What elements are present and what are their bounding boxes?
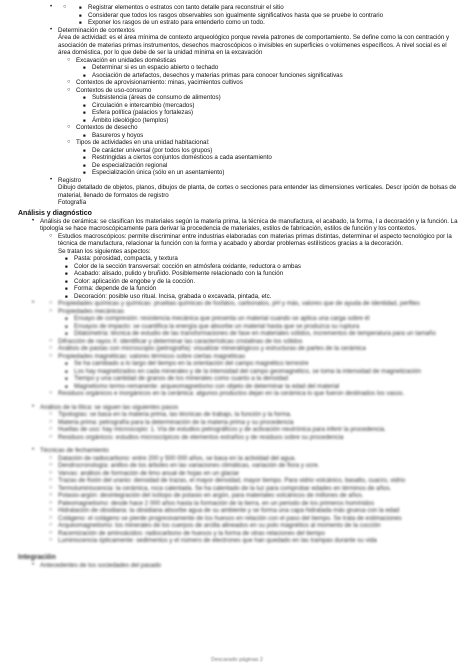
waste-item: [76, 124, 460, 139]
blurred-item: ○ Tipologías: se basa en la materia prima, las técnicas de trabajo, la función y la forma.: [58, 411, 460, 419]
ceramic-item: [40, 218, 460, 301]
top-list: [18, 4, 460, 27]
registro-foto: Fotografía: [58, 199, 87, 206]
blurred-item: ○ Colágeno: el colágeno se pierde progresivamente de los huesos en relación con el paso del tiempo. Se trata de estimaciones: [58, 515, 460, 523]
blurred-item: ○ Potasio-argón: desintegración del isótopo de potasio en argón, para materiales volcánicos de millones de años.: [58, 492, 460, 500]
blurred-item: ○ Difracción de rayos X: identificar y determinar las características cristalinas de los sólidos: [58, 338, 460, 346]
aspect-item: ■ Color de la sección transversal: cocción en atmósfera oxidante, reductora o ambas: [74, 263, 460, 271]
blurred-item: ○ Huellas de uso: hay microscopio: 1. Vía de estudios petrográficos y de activación neutrónica para inferir la procedencia.: [58, 426, 460, 434]
types-title: Tipos de actividades en una unidad habitacional:: [76, 139, 210, 146]
top-item: ■ Considerar que todos los rasgos observables son igualmente significativos hasta que se pruebe lo contrario: [88, 12, 460, 20]
excavation-detail: ■ Asociación de artefactos, desechos y materias primas para conocer funciones significativas: [92, 72, 460, 80]
blurred-item: ○ Propiedades mecánicas ■ Ensayo de compresión: resistencia mecánica que presenta un material cuando se aplica una carga sobre él ■ Ensayos de impacto: se cuantifica la energía que absorbe un material hasta que se produzca su ruptura ■ Dilatometría: técnica de estudio de las transformaciones de fase en materiales sólidos, incrementos de temperatura para un tamaño: [58, 308, 460, 338]
supply-item: ○ Contextos de aprovisionamiento: minas, yacimientos cultivos: [76, 79, 460, 87]
blurred-content: [18, 300, 460, 569]
blurred-item: ○ Paleomagnetismo: desde hace 2 000 años hasta la formación de la tierra, en un periodo de los primeros homínidos: [58, 500, 460, 508]
types-detail: ■ De carácter universal (por todos los grupos): [92, 147, 460, 155]
blurred-item: ○ Hidratación de obsidiana: la obsidiana absorbe agua de su ambiente y se forma una capa hidratada más gruesa con la edad: [58, 507, 460, 515]
use-title: Contextos de uso-consumo: [76, 86, 152, 94]
blurred-item: ■ Dilatometría: técnica de estudio de las transformaciones de fase en materiales sólidos, incrementos de temperatura para un tamaño: [74, 330, 460, 338]
use-detail: ■ Ámbito ideológico (templos): [92, 117, 460, 125]
blurred-item: ○ Luminiscencia ópticamente: sedimentos y el número de electrones que han quedado en las trampas durante su vida: [58, 537, 460, 545]
context-sublist: [58, 57, 460, 177]
excavation-list: [76, 64, 460, 79]
aspects-intro: Se tratan los siguientes aspectos:: [58, 247, 151, 255]
aspects-list: [58, 255, 460, 300]
aspect-item: ■ Acabado: alisado, pulido y bruñido. Posiblemente relacionado con la función: [74, 270, 460, 278]
analysis-heading: Análisis y diagnóstico: [18, 209, 92, 217]
blurred-item: ■ Ensayos de impacto: se cuantifica la energía que absorbe un material hasta que se produzca su ruptura: [74, 323, 460, 331]
top-items: [72, 4, 460, 27]
blurred-item: ■ Los hay magnetizados en cada minerales y de la intensidad del campo geomagnético, se toma la intensidad de magnetización: [74, 368, 460, 376]
top-sublist: [58, 4, 460, 27]
aspect-item: ■ Color: aplicación de engobe y de la cocción.: [74, 278, 460, 286]
context-paragraph: Área de actividad: es el área mínima de contexto arqueológico porque revela patrones de comportamiento. Se define como la con centración y asociación de materias primas instrumentos, desechos macroscópicos o invisibles en superficies o volúmenes específicos. A nivel social es el área doméstica, por lo que debe de ser la unidad mínima en la excavación: [58, 34, 450, 56]
use-detail: ■ Esfera política (palacios y fortalezas): [92, 109, 460, 117]
excavation-detail: ■ Determinar si es un espacio abierto o techado: [92, 64, 460, 72]
blurred-item: ■ Tiempo y una cantidad de granos de los minerales como cuanto a la densidad: [74, 375, 460, 383]
context-section: [18, 27, 460, 207]
blurred-item: ○ Trazas de fisión del uranio: densidad de trazas, el mayor densidad, mayor tiempo. Para vidrio volcánico, basalto, cuarzo, vidrio: [58, 477, 460, 485]
top-item: ■ Exponer los rasgos de un estrato para entenderlo como un todo.: [88, 19, 460, 27]
types-detail: ■ Restringidas a ciertos conjuntos domésticos a cada asentamiento: [92, 154, 460, 162]
excavation-title: Excavación en unidades domésticas: [76, 56, 177, 64]
macro-item: [58, 233, 460, 301]
blurred-item: ○ Residuos orgánicos: estudios microscópicos de elementos extraños y de residuos sobre su procedencia: [58, 434, 460, 442]
use-detail: ■ Circulación e intercambio (mercados): [92, 102, 460, 110]
blurred-item: ■ Se ha cambiado a lo largo del tiempo en la orientación del campo magnético terrestre: [74, 360, 460, 368]
blurred-item: ○ Propiedades magnéticas: valores térmicos sobre ciertas magnéticas ■ Se ha cambiado a lo largo del tiempo en la orientación del campo magnético terrestre ■ Los hay magnetizados en cada minerales y de la intensidad del campo geomagnético, se toma la intensidad de magnetización ■ Tiempo y una cantidad de granos de los minerales como cuanto a la densidad ■ Magnetismo termo-remanente: arqueomagnetismo con objeto de determinar la edad del material: [58, 353, 460, 391]
integracion-heading: Integración: [18, 553, 56, 561]
blurred-item: ■ Magnetismo termo-remanente: arqueomagnetismo con objeto de determinar la edad del material: [74, 383, 460, 391]
types-item: [76, 139, 460, 177]
context-item: [58, 27, 460, 177]
blurred-list: [18, 300, 460, 545]
blurred-item: • Técnicas de fechamiento ○ Datación de radiocarbono: entre 200 y 500 000 años, se basa en la actividad del agua. ○ Dendrocronología: anillos de los árboles en las variaciones climáticas, variación de flora y ocre. ○ Varvas: análisis de formación de limo anual de hojas en un glaciar ○ Trazas de fisión del uranio: densidad de trazas, el mayor densidad, mayor tiempo. Para vidrio volcánico, basalto, cuarzo, vidrio ○ Termoluminiscencia: la cerámica, roca calentada. Se ha calentado de la luz para comprobar edades en términos de años. ○ Potasio-argón: desintegración del isótopo de potasio en argón, para materiales volcánicos de millones de años. ○ Paleomagnetismo: desde hace 2 000 años hasta la formación de la tierra, en un periodo de los primeros homínidos ○ Hidratación de obsidiana: la obsidiana absorbe agua de su ambiente y se forma una capa hidratada más gruesa con la edad ○ Colágeno: el colágeno se pierde progresivamente de los huesos en relación con el paso del tiempo. Se trata de estimaciones ○ Arqueomagnetismo: los minerales de los cuerpos de arcilla alineados en su polo magnético al momento de la cocción ○ Racemización de aminoácidos: radiocarbono de huesos y la forma de otras relaciones del tiempo ○ Luminiscencia ópticamente: sedimentos y el número de electrones que han quedado en las trampas durante su vida: [40, 447, 460, 545]
use-item: [76, 87, 460, 125]
blurred-item: ○ Arqueomagnetismo: los minerales de los cuerpos de arcilla alineados en su polo magnético al momento de la cocción: [58, 522, 460, 530]
blurred-item: ○ Termoluminiscencia: la cerámica, roca calentada. Se ha calentado de la luz para comprobar edades en términos de años.: [58, 485, 460, 493]
waste-title: Contextos de desecho: [76, 124, 138, 131]
registro-paragraph: Dibujo detallado de objetos, planos, dibujos de planta, de cortes o secciones para entender las dimensiones verticales. Descr ipción de bolsas de material, llenado de formatos de registro: [58, 184, 457, 199]
blurred-item: ○ Varvas: análisis de formación de limo anual de hojas en un glaciar: [58, 470, 460, 478]
blurred-item: ○ • Propiedades químicas y químicas: pruebas químicas de fosfatos, carbonatos, pH y más, valores que de ayuda de identidad, perfiles: [58, 300, 460, 308]
waste-detail: ■ Basureros y hoyos: [92, 132, 460, 140]
waste-list: [76, 132, 460, 140]
blurred-item: ■ Ensayo de compresión: resistencia mecánica que presenta un material cuando se aplica una carga sobre él: [74, 315, 460, 323]
types-list: [76, 147, 460, 177]
blurred-item: ○ Datación de radiocarbono: entre 200 y 500 000 años, se basa en la actividad del agua.: [58, 455, 460, 463]
context-title: • Determinación de contextos: [58, 26, 135, 34]
types-detail: ■ De especialización regional: [92, 162, 460, 170]
use-detail: ■ Subsistencia (áreas de consumo de alimentos): [92, 94, 460, 102]
registro-title: • Registro: [58, 176, 82, 184]
registro-item: [58, 177, 460, 207]
top-item: ■ ○ • Registrar elementos o estratos con tanto detalle para reconstruir el sitio: [88, 4, 460, 12]
blurred-item: • Análisis de la lítica: se siguen las siguientes pasos ○ Tipologías: se basa en la materia prima, las técnicas de trabajo, la función y la forma. ○ Materia prima: petrografía para la determinación de la materia prima y su procedencia ○ Huellas de uso: hay microscopio: 1. Vía de estudios petrográficos y de activación neutrónica para inferir la procedencia. ○ Residuos orgánicos: estudios microscópicos de elementos extraños y de residuos sobre su procedencia: [40, 404, 460, 442]
aspect-item: ■ Pasta: porosidad, compacta, y textura: [74, 255, 460, 263]
analysis-section: [18, 218, 460, 301]
blurred-item: ○ Residuos orgánicos e inorgánicos en la cerámica: algunos productos dejan en la cerámica lo que fueron destinados los vasos.: [58, 390, 460, 398]
excavation-item: [76, 57, 460, 80]
aspect-item: ■ Forma: depende de la función: [74, 285, 460, 293]
page-footer: Descarado páginas 2: [211, 657, 263, 663]
macro-paragraph: ○ Estudios macroscópicos: permite discriminar entre industrias elaboradas con materias primas distintas, determinar el aspecto tecnológico por la técnica de manufactura, relacionar la función con la forma y acabado y abordar problemas estilísticos gracias a la decoración.: [58, 232, 452, 247]
blurred-item: ○ Análisis de pastas con microscopio (petrografía): visualizar mineralógicos y estructuras de partes de la cerámica: [58, 345, 460, 353]
blurred-item: ○ Racemización de aminoácidos: radiocarbono de huesos y la forma de otras relaciones del tiempo: [58, 530, 460, 538]
ceramic-paragraph: Análisis de cerámica: se clasifican los materiales según la materia prima, la técnica de manufactura, el acabado, la forma, l a decoración y la función. La tipología se hace macroscópicamente para derivar la procedencia de materiales, estilos de fabricación, estilos de función y los contextos.: [40, 217, 458, 232]
integracion-item: • Antecedentes de los sociedades del pasado: [40, 562, 460, 570]
aspect-item: ■ Decoración: posible uso ritual. Incisa, grabada o excavada, pintada, etc.: [74, 293, 460, 301]
blurred-item: ○ Materia prima: petrografía para la determinación de la materia prima y su procedencia: [58, 419, 460, 427]
top-list-wrapper: [58, 4, 460, 27]
use-list: [76, 94, 460, 124]
types-detail: ■ Especialización única (sólo en un asentamiento): [92, 169, 460, 177]
blurred-item: ○ Dendrocronología: anillos de los árboles en las variaciones climáticas, variación de flora y ocre.: [58, 462, 460, 470]
ceramic-sublist: [40, 233, 460, 301]
